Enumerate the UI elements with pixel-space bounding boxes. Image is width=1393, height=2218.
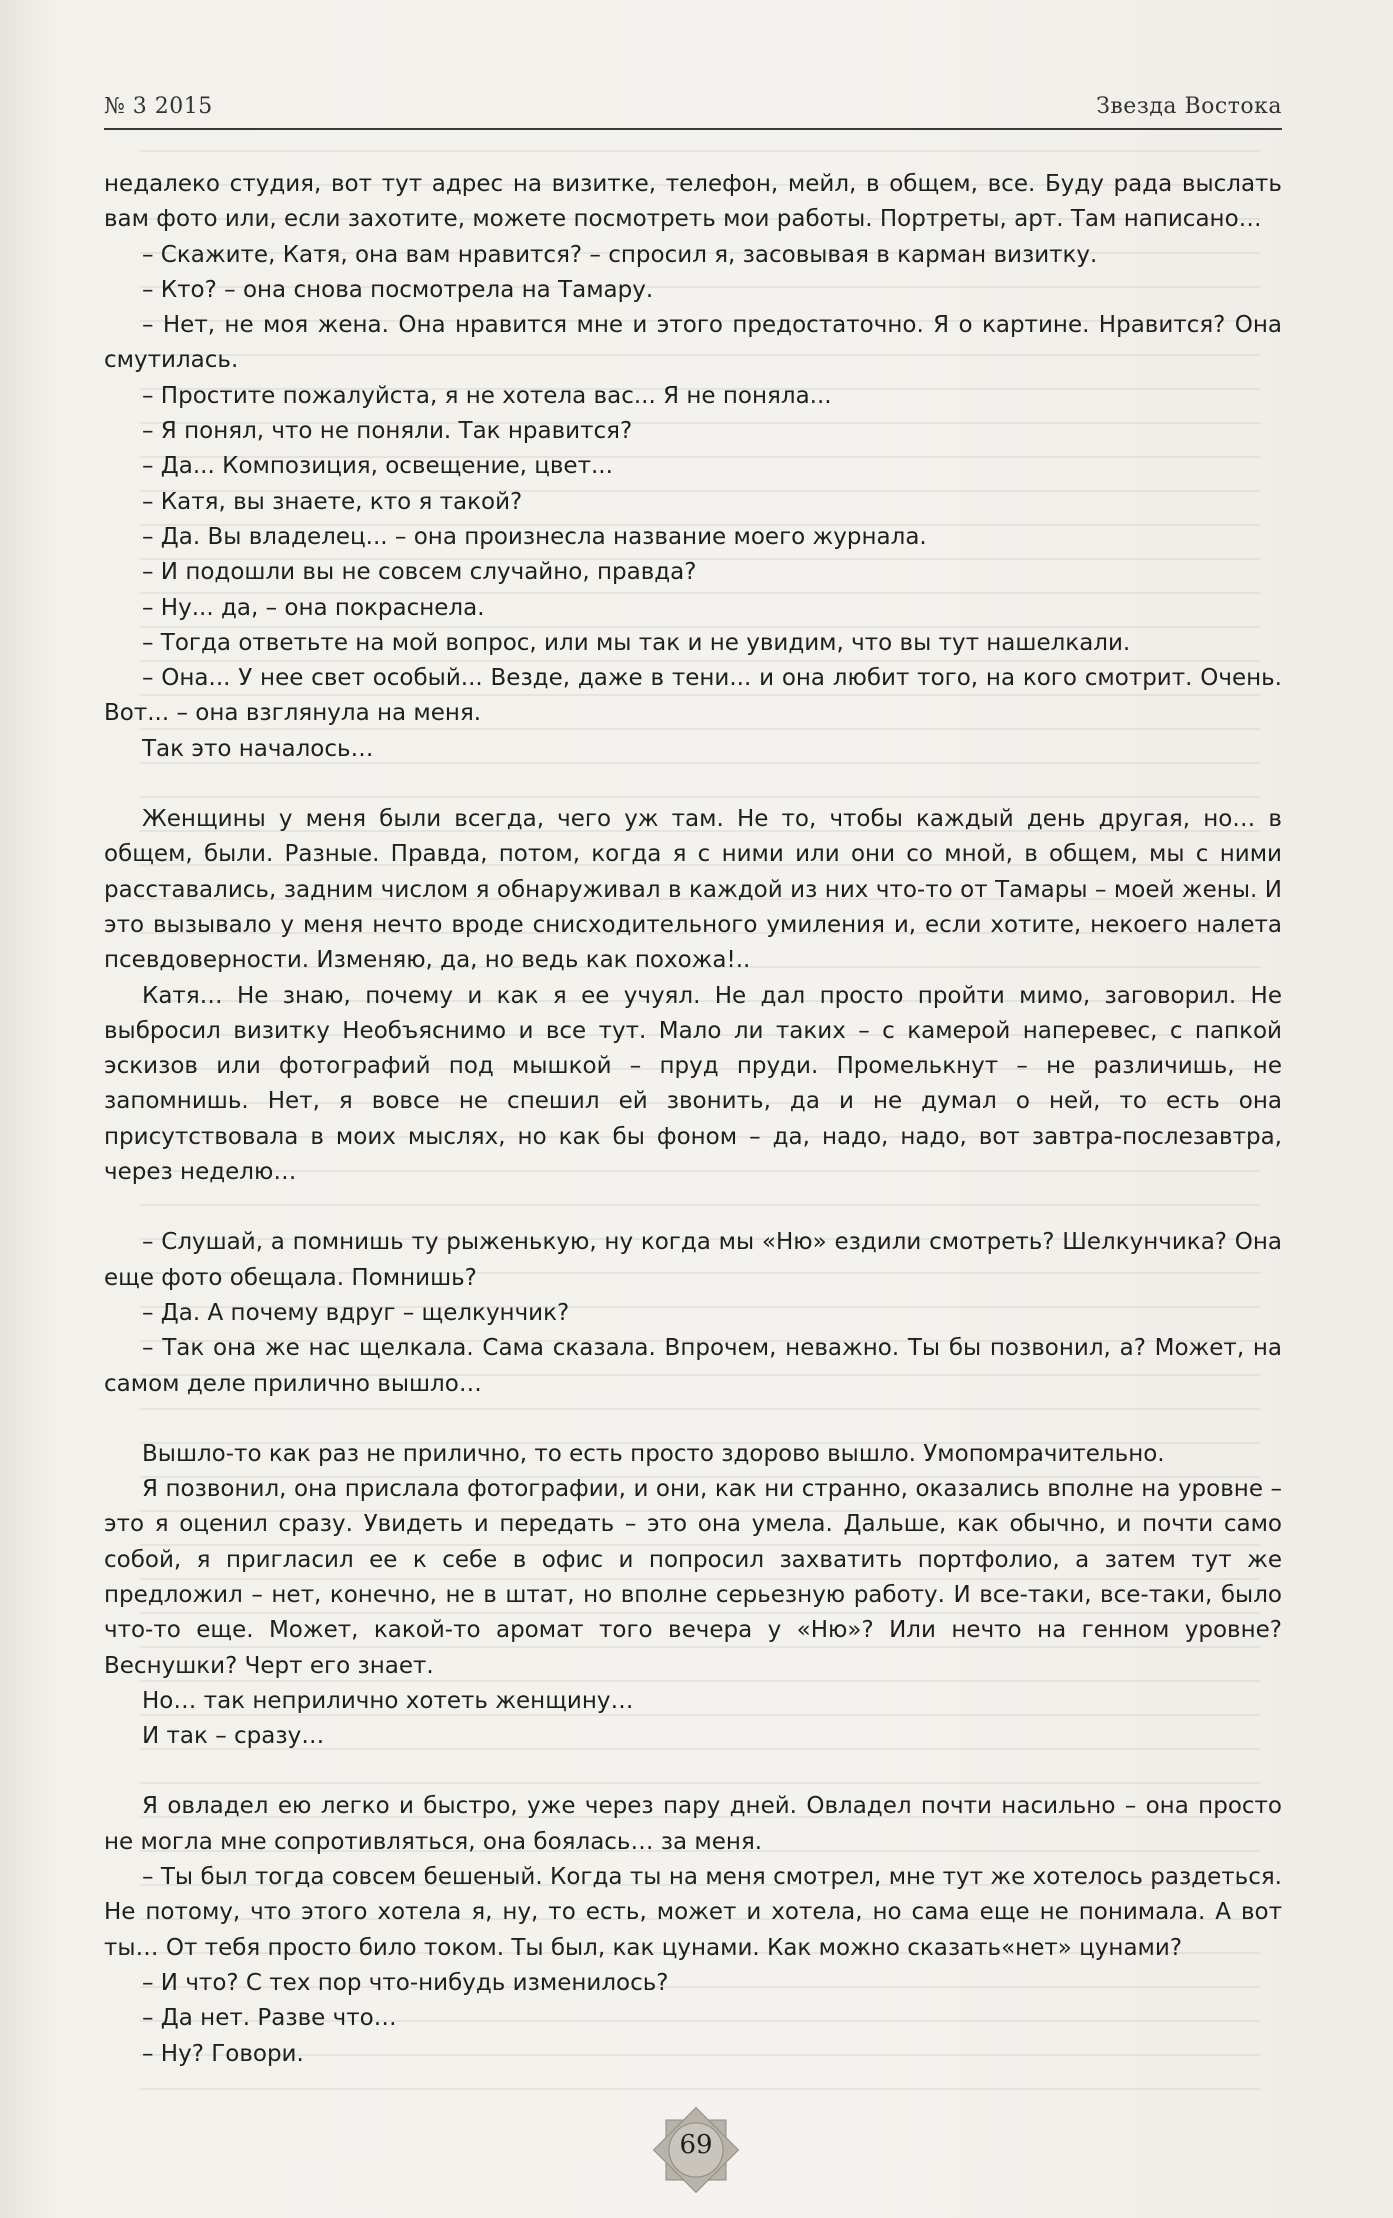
paragraph: Вышло-то как раз не прилично, то есть просто здорово вышло. Умопомрачительно. [142,1440,1165,1467]
paragraph: – И подошли вы не совсем случайно, правда? [142,559,697,586]
paragraph: – Я понял, что не поняли. Так нравится? [142,418,633,445]
paragraph: Я позвонил, она прислала фотографии, и они, как ни странно, оказались вполне на уровне – это я оценил сразу. Увидеть и передать – это она умела. Дальше, как обычно, и почти само собой, я пригласил ее к себе в офис и попросил захватить портфолио, а затем тут же предложил – нет, конечно, не в штат, но вполне серьезную работу. И все-таки, все-таки, было что-то еще. Может, какой-то аромат того вечера у «Ню»? Или нечто на генном уровне? Веснушки? Черт его знает. [104,1476,1282,1679]
paragraph: – Кто? – она снова посмотрела на Тамару. [142,276,654,303]
paragraph: Я овладел ею легко и быстро, уже через пару дней. Овладел почти насильно – она просто не могла мне сопротивляться, она боялась… за меня. [104,1793,1282,1855]
paragraph: – Простите пожалуйста, я не хотела вас... Я не поняла... [142,382,832,409]
paragraph: недалеко студия, вот тут адрес на визитке, телефон, мейл, в общем, все. Буду рада выслать вам фото или, если захотите, можете посмотреть мои работы. Портреты, арт. Там написано… [104,171,1282,233]
page-number: 69 [679,2130,713,2160]
paragraph: – Скажите, Катя, она вам нравится? – спросил я, засовывая в карман визитку. [142,241,1098,268]
paragraph: И так – сразу… [142,1723,325,1750]
paragraph: – Ты был тогда совсем бешеный. Когда ты на меня смотрел, мне тут же хотелось раздеться. Не потому, что этого хотела я, ну, то есть, может и хотела, но сама еще не понимала. А вот ты… От тебя просто било током. Ты был, как цунами. Как можно сказать«нет» цунами? [104,1864,1282,1961]
paragraph: – Ну? Говори. [142,2040,304,2067]
paragraph: Но… так неприлично хотеть женщину… [142,1687,634,1714]
paragraph: – Да нет. Разве что… [142,2005,397,2032]
page-number-ornament [646,2100,746,2200]
running-header [104,92,1282,130]
paragraph: Так это началось… [142,735,374,762]
paragraph: – Нет, не моя жена. Она нравится мне и этого предостаточно. Я о картине. Нравится? Она смутилась. [104,312,1282,374]
paragraph: Катя… Не знаю, почему и как я ее учуял. Не дал просто пройти мимо, заговорил. Не выбросил визитку Необъяснимо и все тут. Мало ли таких – с камерой наперевес, с папкой эскизов или фотографий под мышкой – пруд пруди. Промелькнут – не различишь, не запомнишь. Нет, я вовсе не спешил ей звонить, да и не думал о ней, то есть она присутствовала в моих мыслях, но как бы фоном – да, надо, надо, вот завтра-послезавтра, через неделю… [104,982,1282,1186]
paragraph: – Так она же нас щелкала. Сама сказала. Впрочем, неважно. Ты бы позвонил, а? Может, на самом деле прилично вышло… [104,1335,1282,1397]
paragraph: – Да. Вы владелец... – она произнесла название моего журнала. [142,523,927,550]
paragraph: – Да... Композиция, освещение, цвет... [142,453,613,480]
paragraph: Женщины у меня были всегда, чего уж там. Не то, чтобы каждый день другая, но… в общем, были. Разные. Правда, потом, когда я с ними или они со мной, в общем, мы с ними расставались, задним числом я обнаруживал в каждой из них что-то от Тамары – моей жены. И это вызывало у меня нечто вроде снисходительного умиления и, если хотите, некоего налета псевдоверности. Изменяю, да, но ведь как похожа!.. [104,806,1282,974]
journal-title: Звезда Востока [1096,94,1282,119]
paragraph: – И что? С тех пор что-нибудь изменилось? [142,1969,669,1996]
paragraph: – Слушай, а помнишь ту рыженькую, ну когда мы «Ню» ездили смотреть? Шелкунчика? Она еще фото обещала. Помнишь? [104,1229,1282,1291]
issue-number: № 3 2015 [104,94,213,119]
paragraph: – Тогда ответьте на мой вопрос, или мы так и не увидим, что вы тут нашелкали. [142,629,1131,656]
paragraph: – Ну... да, – она покраснела. [142,594,485,621]
paragraph: – Катя, вы знаете, кто я такой? [142,488,523,515]
paragraph: – Она... У нее свет особый... Везде, даже в тени... и она любит того, на кого смотрит. Очень. Вот... – она взглянула на меня. [104,665,1282,727]
paragraph: – Да. А почему вдруг – щелкунчик? [142,1299,570,1326]
body-text [104,167,1282,2072]
